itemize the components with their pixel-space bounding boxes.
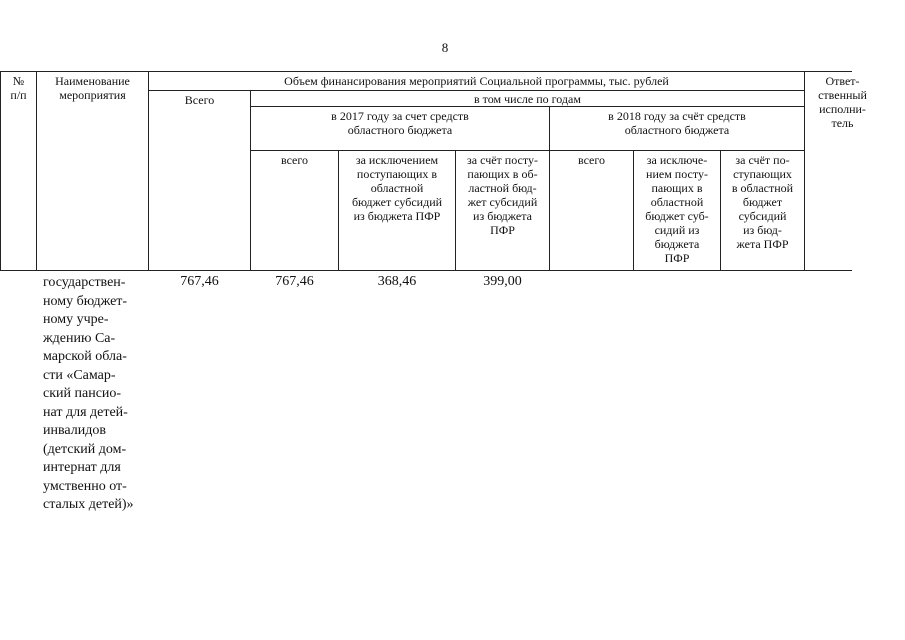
header-pfr-2017: за счёт посту- пающих в об- ластной бюд- жет субсидий из бюджета ПФР	[467, 153, 538, 237]
row-pfr-2017: 399,00	[483, 274, 522, 289]
header-year-2018: в 2018 году за счёт средств областного бюджета	[608, 109, 746, 137]
header-all-2018: всего	[577, 153, 606, 167]
header-volume: Объем финансирования мероприятий Социальной программы, тыс. рублей	[284, 74, 669, 88]
header-pfr-2018: за счёт по- ступающих в областной бюджет субсидий из бюд- жета ПФР	[731, 153, 794, 251]
rule-byyears-bottom	[250, 106, 804, 107]
header-excl-2018: за исключе- нием посту- пающих в областной бюджет суб- сидий из бюджета ПФР	[645, 153, 709, 265]
rule-volume-bottom	[148, 90, 804, 91]
header-all-2017: всего	[280, 153, 309, 167]
row-all-2017: 767,46	[275, 274, 314, 289]
row-excl-2017: 368,46	[377, 274, 417, 289]
row-total: 767,46	[180, 274, 219, 289]
header-by-years: в том числе по годам	[474, 92, 581, 106]
header-excl-2017: за исключением поступающих в областной бюджет субсидий из бюджета ПФР	[351, 153, 443, 223]
header-responsible: Ответ- ственный исполни- тель	[818, 74, 867, 130]
page-number: 8	[441, 40, 449, 55]
header-num: № п/п	[10, 74, 27, 102]
header-year-2017: в 2017 году за счет средств областного бюджета	[331, 109, 469, 137]
header-name: Наименование мероприятия	[55, 74, 130, 102]
rule-header-bottom	[0, 270, 852, 271]
header-total: Всего	[184, 93, 215, 107]
row-name: государствен- ному бюджет- ному учре- ждению Са- марской обла- сти «Самар- ский пансио- нат для детей- инвалидов (детский дом- интернат для умственно от- сталых детей)»	[43, 275, 134, 512]
rule-top	[0, 71, 852, 72]
